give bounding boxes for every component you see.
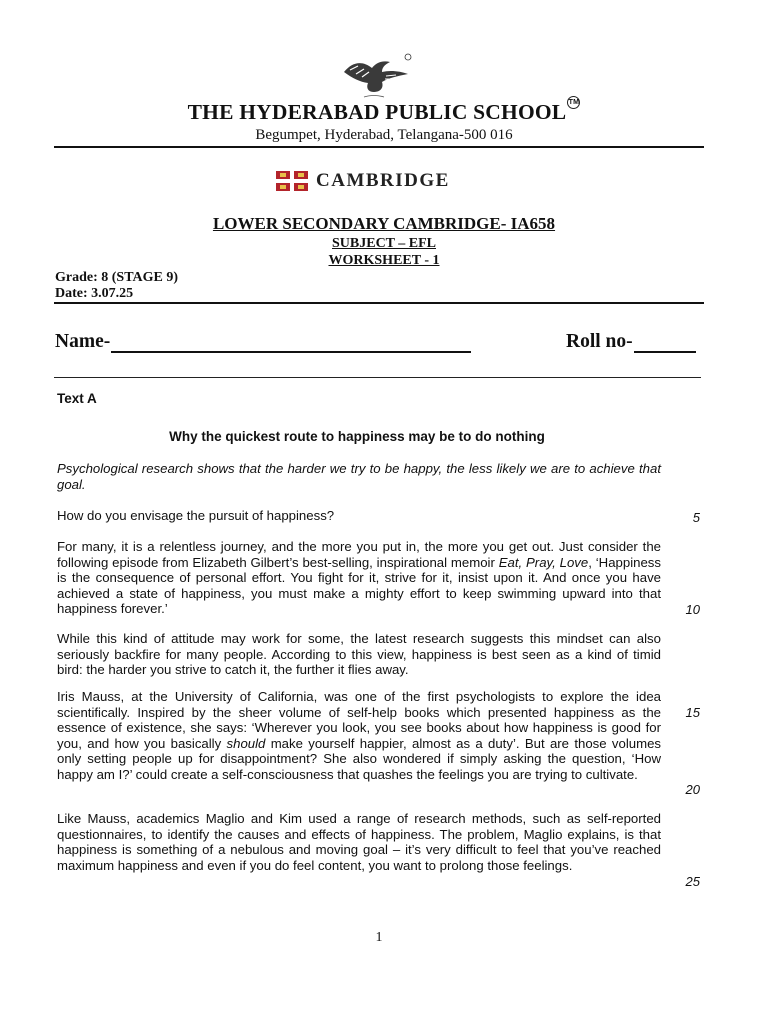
name-field[interactable] [55, 331, 471, 353]
name-label: Name- [55, 331, 111, 352]
worksheet-title: LOWER SECONDARY CAMBRIDGE- IA658 [212, 214, 556, 233]
roll-number-blank[interactable] [634, 335, 696, 353]
roll-number-field[interactable] [566, 331, 696, 353]
school-name-text: THE HYDERABAD PUBLIC SCHOOL [187, 100, 567, 124]
cambridge-shield-icon [276, 171, 308, 191]
grade-label: Grade: 8 (STAGE 9) [55, 270, 179, 285]
paragraph-1: How do you envisage the pursuit of happiness? [57, 508, 335, 523]
date-label: Date: 3.07.25 [55, 286, 134, 301]
line-number: 15 [685, 705, 700, 720]
worksheet-subject: SUBJECT – EFL [332, 236, 436, 251]
section-label: Text A [57, 391, 97, 406]
emphasis-should: should [226, 735, 266, 751]
book-title: Eat, Pray, Love [498, 554, 589, 570]
school-name [0, 100, 768, 125]
paragraph-3: While this kind of attitude may work for some, the latest research suggests this mindset can also seriously backfire for many people. According to this view, happiness is best seen as a kind of timid bird: the harder you strive to catch it, the further it flies away. [57, 631, 661, 678]
article-title: Why the quickest route to happiness may be to do nothing [169, 429, 545, 444]
name-blank[interactable] [111, 335, 471, 353]
line-number: 10 [685, 602, 700, 617]
paragraph-4 [57, 689, 661, 783]
worksheet-number: WORKSHEET - 1 [328, 253, 440, 268]
info-divider [54, 302, 704, 304]
cambridge-logo [276, 170, 450, 192]
paragraph-2-text-a: For many, it is a relentless journey, and the more you put in, the more you get out. Just consider the following episode from Elizabeth Gilbert’s best-selling, inspirational memoir [57, 539, 661, 570]
paragraph-2-text-b: , ‘Happiness is the consequence of personal effort. You fight for it, strive for it, insist upon it. And once you have achieved a state of happiness, you must make a mighty effort to keep swimming upward into that happiness forever.’ [57, 554, 661, 617]
school-eagle-logo [338, 52, 412, 100]
paragraph-4-text-a: Iris Mauss, at the University of California, was one of the first psychologists to explore the idea scientifically. Inspired by the sheer volume of self-help books which presented happiness as the essence of existence, she says: ‘Wherever you look, you see books about how happiness is good for you, and how you basically [57, 689, 661, 751]
trademark-badge: TM [567, 96, 580, 109]
school-address: Begumpet, Hyderabad, Telangana-500 016 [255, 127, 513, 143]
roll-label: Roll no- [566, 331, 633, 352]
article-standfirst: Psychological research shows that the harder we try to be happy, the less likely we are to achieve that goal. [57, 461, 661, 492]
header-divider [54, 146, 704, 148]
line-number: 25 [685, 874, 700, 889]
name-divider [54, 377, 701, 378]
line-number: 5 [692, 510, 700, 525]
cambridge-wordmark: CAMBRIDGE [316, 170, 450, 191]
paragraph-4-text-b: make yourself happier, almost as a duty’. But are those volumes only setting people up for disappointment? She also wondered if simply asking the question, ‘How happy am I?’ could create a self-consciousness that quashes the feelings you are trying to cultivate. [57, 735, 661, 782]
paragraph-2 [57, 539, 661, 617]
line-number: 20 [685, 782, 700, 797]
page-number: 1 [375, 930, 383, 945]
paragraph-5: Like Mauss, academics Maglio and Kim used a range of research methods, such as self-reported questionnaires, to identify the causes and effects of happiness. The problem, Maglio explains, is that happiness is something of a nebulous and moving goal – it’s very difficult to feel that you’ve reached maximum happiness and even if you do feel content, you want to prolong those feelings. [57, 811, 661, 873]
